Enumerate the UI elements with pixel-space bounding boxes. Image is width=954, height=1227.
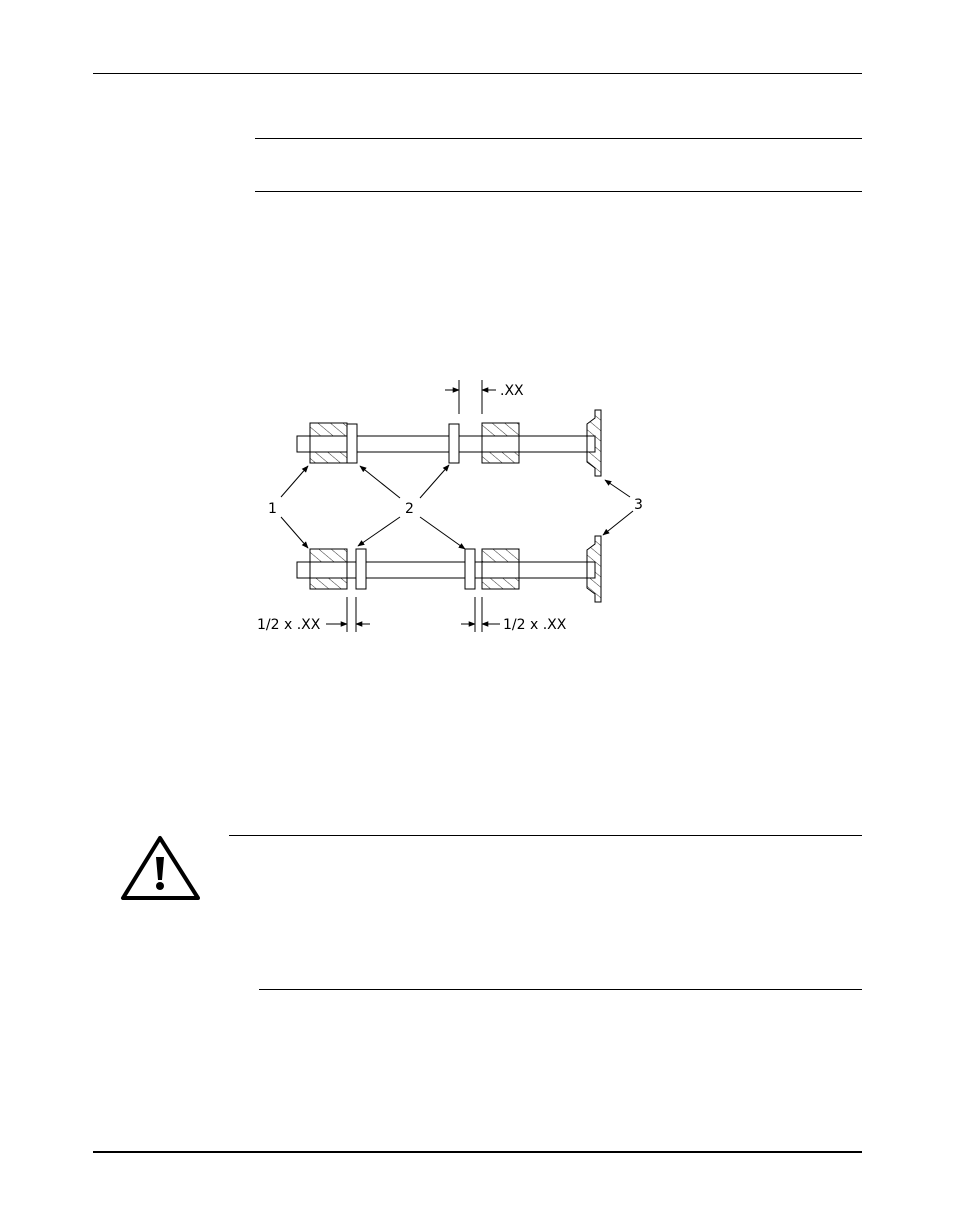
top-shaft-assembly xyxy=(297,410,601,476)
half-gap-dimension-right xyxy=(461,597,500,632)
top-shaft-clear-band-left xyxy=(310,436,347,452)
top-shaft-clear-band-right xyxy=(482,436,519,452)
half-gap-dimension-left xyxy=(326,597,370,632)
callout-3-leaders xyxy=(603,480,633,535)
callout-label-1: 1 xyxy=(268,501,277,517)
half-gap-label-left: 1/2 x .XX xyxy=(257,617,321,633)
callout-1-leaders xyxy=(281,466,308,548)
gap-dimension xyxy=(445,380,496,414)
half-gap-label-right: 1/2 x .XX xyxy=(503,617,567,633)
callout-label-3: 3 xyxy=(634,497,643,513)
gap-dimension-label: .XX xyxy=(500,383,524,399)
top-collar-right xyxy=(449,424,459,463)
bottom-collar-right xyxy=(465,549,475,589)
callout-label-2: 2 xyxy=(405,501,414,517)
warning-triangle-icon xyxy=(123,838,198,898)
top-collar-left xyxy=(347,424,357,463)
bottom-shaft-assembly xyxy=(297,536,601,602)
bottom-collar-left xyxy=(356,549,366,589)
